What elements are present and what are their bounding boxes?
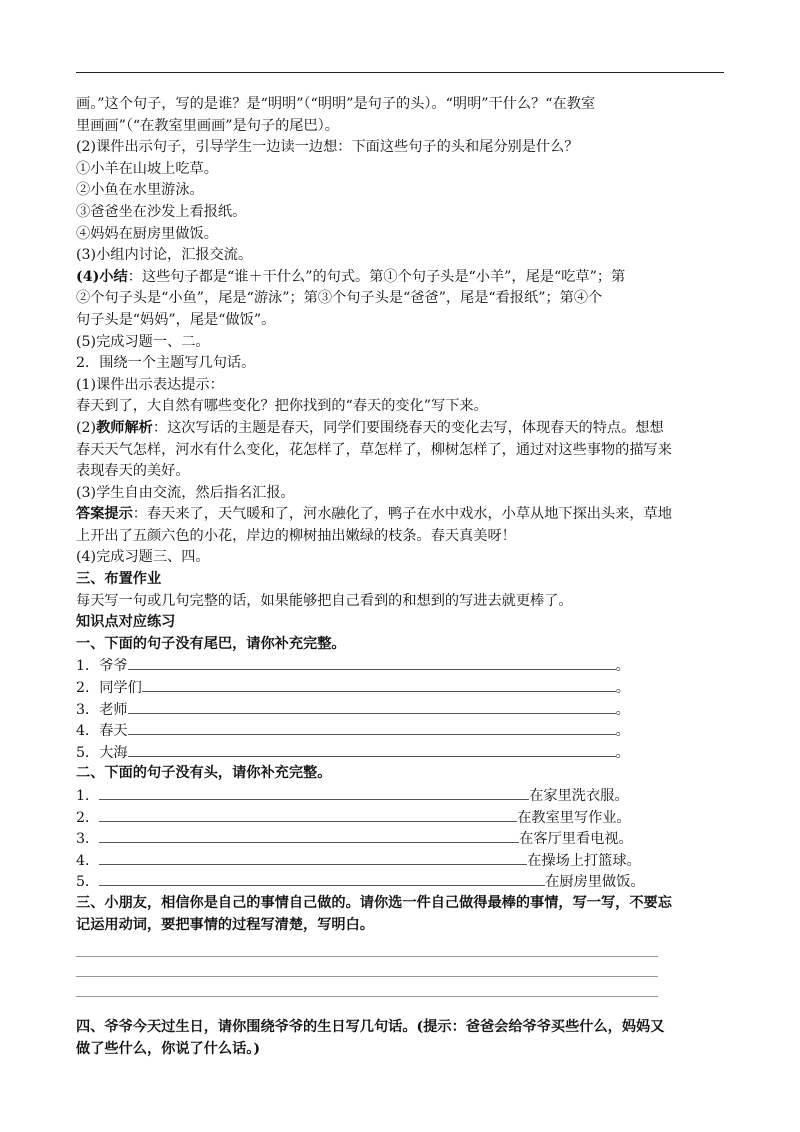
text-line: 画。”这个句子，写的是谁？是“明明”（“明明”是句子的头）。“明明”干什么？“在教室 <box>76 96 596 112</box>
item-label: 1．爷爷 <box>76 658 128 675</box>
item-label: 2．同学们 <box>76 680 142 697</box>
summary-label: (4)小结 <box>76 268 128 285</box>
text-line: (3)学生自由交流，然后指名汇报。 <box>76 484 295 501</box>
item-label: 5．大海 <box>76 744 128 761</box>
answer-blank[interactable] <box>128 742 616 757</box>
answer-blank[interactable] <box>128 655 616 670</box>
answer-text: ：春天来了，天气暖和了，河水融化了，鸭子在水中戏水，小草从地下探出头来，草地 <box>132 506 672 523</box>
exercise-1-item <box>76 742 728 764</box>
analysis-line <box>76 418 728 440</box>
exercise-2-item <box>76 785 728 807</box>
exercise-heading: 四、爷爷今天过生日，请你围绕爷爷的生日写几句话。(提示：爸爸会给爷爷买些什么，妈妈又 <box>76 1019 665 1036</box>
item-tail: 在家里洗衣服。 <box>529 788 629 804</box>
item-label: 1． <box>76 788 100 804</box>
exercise-2-item <box>76 871 728 893</box>
answer-blank[interactable] <box>128 699 616 714</box>
answer-label: 答案提示 <box>76 506 133 523</box>
text-line: 春天天气怎样，河水有什么变化，花怎样了，草怎样了，柳树怎样了，通过对这些事物的描写来 <box>76 441 672 458</box>
sentence-item: ②小鱼在水里游泳。 <box>76 182 204 199</box>
item-tail: 在操场上打篮球。 <box>527 852 641 869</box>
exercise-heading: 二、下面的句子没有头，请你补充完整。 <box>76 765 332 782</box>
exercise-2-item <box>76 850 728 872</box>
document-body <box>76 94 728 1060</box>
section-heading: 知识点对应练习 <box>76 614 176 631</box>
section-heading: 三、布置作业 <box>76 571 162 588</box>
summary-text: ：这些句子都是“谁＋干什么”的句式。第①个句子头是“小羊”，尾是“吃草”；第 <box>127 268 626 285</box>
exercise-1-item <box>76 655 728 677</box>
analysis-label: 教师解析 <box>96 419 153 436</box>
text-line: 表现春天的美好。 <box>76 463 190 480</box>
text-line: (3)小组内讨论，汇报交流。 <box>76 247 253 264</box>
text-line: 上开出了五颜六色的小花，岸边的柳树抽出嫩绿的枝条。春天真美呀！ <box>76 527 516 544</box>
answer-blank[interactable] <box>99 807 517 822</box>
item-tail: 在客厅里看电视。 <box>519 831 633 848</box>
text-line: 春天到了，大自然有哪些变化？把你找到的“春天的变化”写下来。 <box>76 398 488 415</box>
text-line: 句子头是“妈妈”，尾是“做饭”。 <box>76 311 276 328</box>
answer-blank[interactable] <box>99 871 545 886</box>
text-line: (4)完成习题三、四。 <box>76 549 210 566</box>
item-label: 3．老师 <box>76 701 128 718</box>
text-line: 2．围绕一个主题写几句话。 <box>76 355 256 372</box>
analysis-prefix: (2) <box>76 419 97 436</box>
answer-line <box>76 504 728 526</box>
item-label: 2． <box>76 809 100 826</box>
answer-blank[interactable] <box>99 785 529 800</box>
item-label: 4．春天 <box>76 723 128 740</box>
item-label: 5． <box>76 874 100 891</box>
text-line: ②个句子头是“小鱼”，尾是“游泳”；第③个句子头是“爸爸”，尾是“看报纸”；第④个 <box>76 290 603 307</box>
sentence-item: ④妈妈在厨房里做饭。 <box>76 225 218 242</box>
item-end: 。 <box>615 701 630 718</box>
item-label: 4． <box>76 852 100 869</box>
exercise-1-item <box>76 720 728 742</box>
text-line: (5)完成习题一、二。 <box>76 333 210 350</box>
item-end: 。 <box>615 658 630 675</box>
text-line: (1)课件出示表达提示： <box>76 376 224 393</box>
exercise-heading: 三、小朋友，相信你是自己的事情自己做的。请你选一件自己做得最棒的事情，写一写，不要忘 <box>76 894 672 911</box>
item-tail: 在教室里写作业。 <box>517 809 631 826</box>
analysis-text: ：这次写话的主题是春天，同学们要围绕春天的变化去写，体现春天的特点。想想 <box>152 419 664 436</box>
answer-blank[interactable] <box>142 677 616 692</box>
sentence-item: ①小羊在山坡上吃草。 <box>76 160 218 177</box>
answer-blank[interactable] <box>99 828 519 843</box>
exercise-1-item <box>76 699 728 721</box>
exercise-2-item <box>76 828 728 850</box>
text-line: 里画画”（“在教室里画画”是句子的尾巴）。 <box>76 117 339 134</box>
item-end: 。 <box>615 723 630 740</box>
exercise-heading: 记运用动词，要把事情的过程写清楚，写明白。 <box>76 916 374 933</box>
exercise-heading: 做了些什么，你说了什么话。) <box>76 1040 261 1057</box>
exercise-1-item <box>76 677 728 699</box>
exercise-2-item <box>76 807 728 829</box>
answer-blank[interactable] <box>99 850 527 865</box>
sentence-item: ③爸爸坐在沙发上看报纸。 <box>76 203 247 220</box>
exercise-heading: 一、下面的句子没有尾巴，请你补充完整。 <box>76 635 346 652</box>
text-line: 每天写一句或几句完整的话，如果能够把自己看到的和想到的写进去就更棒了。 <box>76 592 573 609</box>
item-end: 。 <box>615 680 630 697</box>
text-line: (2)课件出示句子，引导学生一边读一边想：下面这些句子的头和尾分别是什么？ <box>76 139 579 156</box>
summary-line <box>76 267 728 289</box>
item-end: 。 <box>615 744 630 761</box>
header-rule <box>76 72 724 73</box>
item-label: 3． <box>76 831 100 848</box>
item-tail: 在厨房里做饭。 <box>545 874 645 891</box>
answer-blank[interactable] <box>128 720 616 735</box>
